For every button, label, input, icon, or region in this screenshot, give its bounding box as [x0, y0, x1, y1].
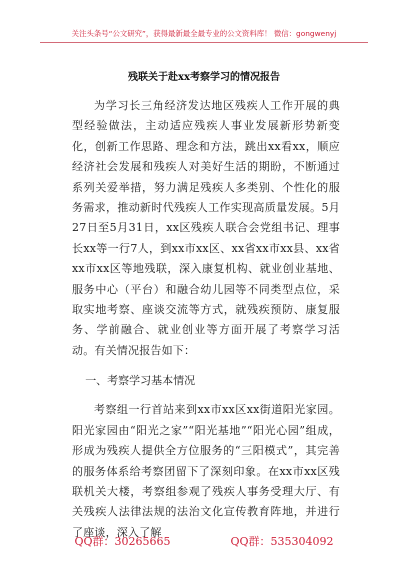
footer-qq-group-2: QQ群：535304092 [230, 535, 334, 548]
document-body [72, 96, 340, 543]
footer-qq-group-1: QQ群：30265665 [74, 535, 171, 548]
document-title: 残联关于赴xx考察学习的情况报告 [128, 72, 280, 83]
footer [0, 533, 408, 549]
header-divider [40, 42, 368, 43]
header-banner: 关注头条号“公文研究”，获得最新最全最专业的公文资料库！ 微信：gongwenyj [71, 29, 337, 38]
section-heading: 一、考察学习基本情况 [85, 374, 196, 388]
intro-paragraph: 为学习长三角经济发达地区残疾人工作开展的典型经验做法，主动适应残疾人事业发展新形势新变化，创新工作思路、理念和方法，跳出xx看xx，顺应经济社会发展和残疾人对美好生活的期盼，不断通过系列关爱举措，努力满足残疾人多类别、个性化的服务需求，推动新时代残疾人工作实现高质量发展。5月27日至5月31日，xx区残疾人联合会党组书记、理事长xx等一行7人，到xx市xx区、xx省xx市xx县、xx省xx市xx区等地残联，深入康复机构、就业创业基地、服务中心（平台）和融合幼儿园等不同类型点位，采取实地考察、座谈交流等方式，就残疾预防、康复服务、学前融合、就业创业等方面开展了考察学习活动。有关情况报告如下： [72, 99, 340, 357]
section-paragraph: 考察组一行首站来到xx市xx区xx街道阳光家园。阳光家园由“阳光之家”“阳光基地”“阳光心园”组成，形成为残疾人提供全方位服务的“三阳模式”，其完善的服务体系给考察团留下了深刻印象。在xx市xx区残联机关大楼，考察组参观了残疾人事务受理大厅、有关残疾人法律法规的法治文化宣传教育阵地，并进行了座谈，深入了解 [72, 403, 340, 539]
